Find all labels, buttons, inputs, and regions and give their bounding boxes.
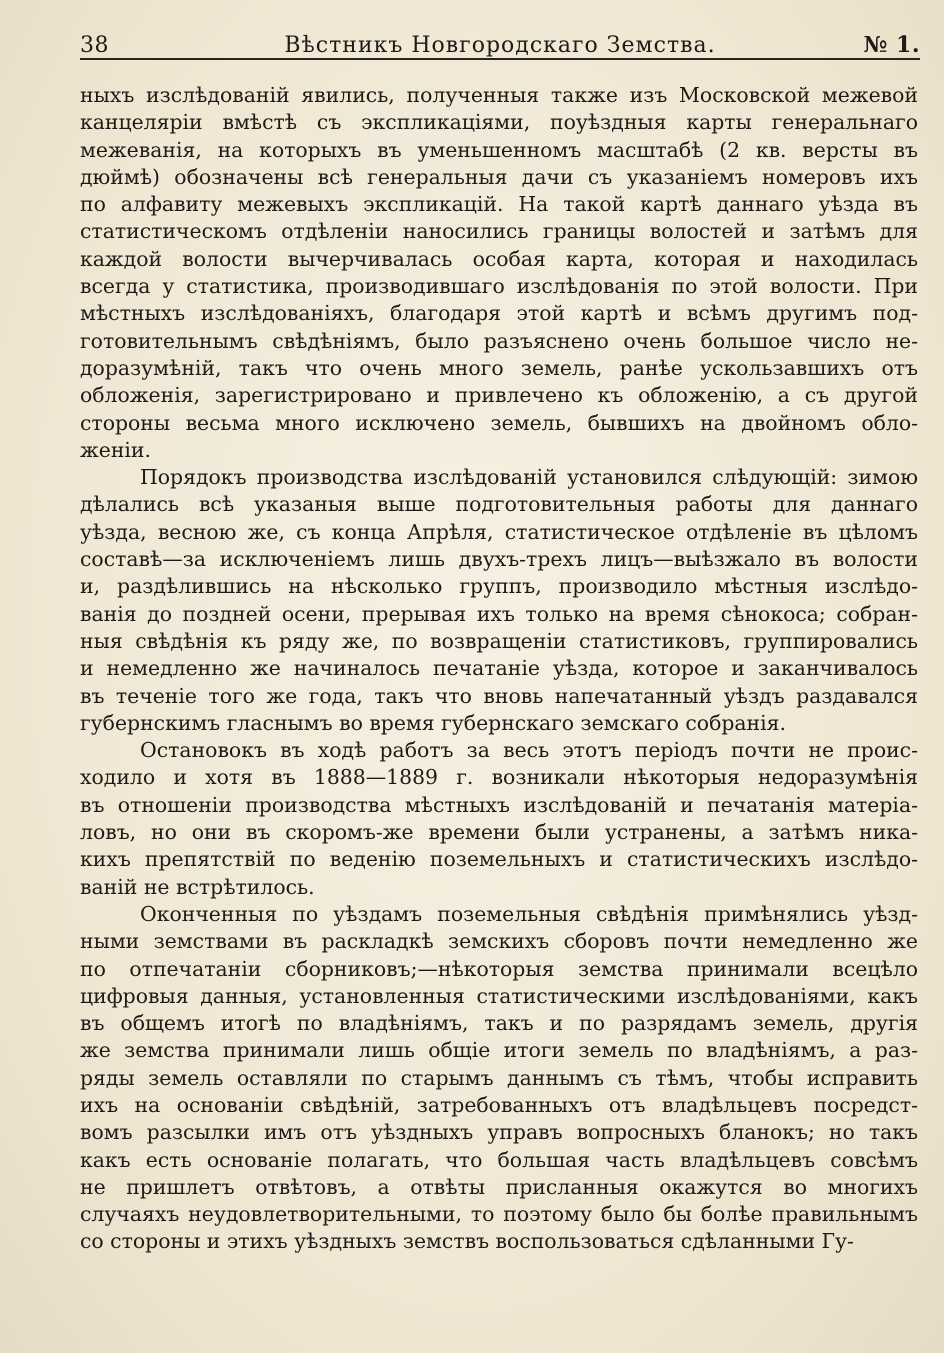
text-line: ряды земель оставляли по старымъ даннымъ съ тѣмъ, чтобы исправить xyxy=(80,1065,918,1090)
text-line: губернскимъ гласнымъ во время губернскаго земскаго собранія. xyxy=(80,710,787,735)
text-line: ными земствами въ раскладкѣ земскихъ сборовъ почти немедленно же xyxy=(80,929,918,954)
paragraph xyxy=(80,82,918,464)
text-line: обложенія, зарегистрировано и привлечено къ обложенію, а съ другой xyxy=(80,383,918,408)
text-line: ходило и хотя въ 1888—1889 г. возникали нѣкоторыя недоразумѣнія xyxy=(80,765,918,790)
text-line: случаяхъ неудовлетворительными, то поэтому было бы болѣе правильнымъ xyxy=(80,1202,918,1227)
page-number: 38 xyxy=(80,33,109,58)
text-line: всегда у статистика, производившаго изслѣдованія по этой волости. При xyxy=(80,274,918,299)
body-text xyxy=(80,82,918,1256)
text-line: ловъ, но они въ скоромъ-же времени были устранены, а затѣмъ ника- xyxy=(80,820,918,845)
text-line: ванія до поздней осени, прерывая ихъ только на время сѣнокоса; собран- xyxy=(80,601,918,626)
text-line: не пришлетъ отвѣтовъ, а отвѣты присланныя окажутся во многихъ xyxy=(80,1174,918,1199)
text-line: кихъ препятствій по веденію поземельныхъ и статистическихъ изслѣдо- xyxy=(80,847,918,872)
paragraph xyxy=(80,464,918,737)
text-line: ихъ на основаніи свѣдѣній, затребованныхъ отъ владѣльцевъ посредст- xyxy=(80,1092,918,1117)
text-line: женіи. xyxy=(80,437,152,462)
text-line: въ общемъ итогѣ по владѣніямъ, такъ и по разрядамъ земель, другія xyxy=(80,1011,918,1036)
text-line: межеванія, на которыхъ въ уменьшенномъ масштабѣ (2 кв. версты въ xyxy=(80,137,918,162)
text-line: готовительнымъ свѣдѣніямъ, было разъяснено очень большое число не- xyxy=(80,328,918,353)
paragraph xyxy=(80,901,918,1256)
text-line: дюймѣ) обозначены всѣ генеральныя дачи съ указаніемъ номеровъ ихъ xyxy=(80,164,918,189)
text-line: стороны весьма много исключено земель, бывшихъ на двойномъ обло- xyxy=(80,410,918,435)
text-line: вомъ разсылки имъ отъ уѣздныхъ управъ вопросныхъ бланокъ; но такъ xyxy=(80,1120,918,1145)
text-line: со стороны и этихъ уѣздныхъ земствъ воспользоваться сдѣланными Гу- xyxy=(80,1229,854,1254)
text-line: Порядокъ производства изслѣдованій установился слѣдующій: зимою xyxy=(140,465,918,490)
text-line: статистическомъ отдѣленіи наносились границы волостей и затѣмъ для xyxy=(80,219,918,244)
text-line: дѣлались всѣ указаныя выше подготовительныя работы для даннаго xyxy=(80,492,918,517)
header-rule xyxy=(80,58,920,60)
text-line: и, раздѣлившись на нѣсколько группъ, производило мѣстныя изслѣдо- xyxy=(80,574,918,599)
issue-number: № 1. xyxy=(863,32,920,58)
text-line: мѣстныхъ изслѣдованіяхъ, благодаря этой картѣ и всѣмъ другимъ под- xyxy=(80,301,918,326)
text-line: какъ есть основаніе полагать, что большая часть владѣльцевъ совсѣмъ xyxy=(80,1147,918,1172)
running-header xyxy=(80,24,920,58)
text-line: же земства принимали лишь общіе итоги земель по владѣніямъ, а раз- xyxy=(80,1038,918,1063)
text-line: ваній не встрѣтилось. xyxy=(80,874,315,899)
journal-title: Вѣстникъ Новгородскаго Земства. xyxy=(284,33,716,58)
text-line: составѣ—за исключеніемъ лишь двухъ-трехъ лицъ—выѣзжало въ волости xyxy=(80,547,918,572)
text-line: канцеляріи вмѣстѣ съ экспликаціями, поуѣздныя карты генеральнаго xyxy=(80,110,918,135)
paragraph xyxy=(80,737,918,901)
text-line: каждой волости вычерчивалась особая карта, которая и находилась xyxy=(80,246,918,271)
text-line: уѣзда, весною же, съ конца Апрѣля, статистическое отдѣленіе въ цѣломъ xyxy=(80,519,918,544)
text-line: Оконченныя по уѣздамъ поземельныя свѣдѣнія примѣнялись уѣзд- xyxy=(140,901,918,926)
text-line: по алфавиту межевыхъ экспликацій. На такой картѣ даннаго уѣзда въ xyxy=(80,192,918,217)
text-line: въ отношеніи производства мѣстныхъ изслѣдованій и печатанія матеріа- xyxy=(80,792,918,817)
text-line: цифровыя данныя, установленныя статистическими изслѣдованіями, какъ xyxy=(80,983,918,1008)
text-line: Остановокъ въ ходѣ работъ за весь этотъ періодъ почти не проис- xyxy=(140,738,918,763)
text-line: ныхъ изслѣдованій явились, полученныя также изъ Московской межевой xyxy=(80,83,918,107)
text-line: ныя свѣдѣнія къ ряду же, по возвращеніи статистиковъ, группировались xyxy=(80,628,918,653)
text-line: по отпечатаніи сборниковъ;—нѣкоторыя земства принимали всецѣло xyxy=(80,956,918,981)
text-line: и немедленно же начиналось печатаніе уѣзда, которое и заканчивалось xyxy=(80,656,918,681)
text-line: въ теченіе того же года, такъ что вновь напечатанный уѣздъ раздавался xyxy=(80,683,918,708)
text-line: доразумѣній, такъ что очень много земель, ранѣе ускользавшихъ отъ xyxy=(80,355,918,380)
